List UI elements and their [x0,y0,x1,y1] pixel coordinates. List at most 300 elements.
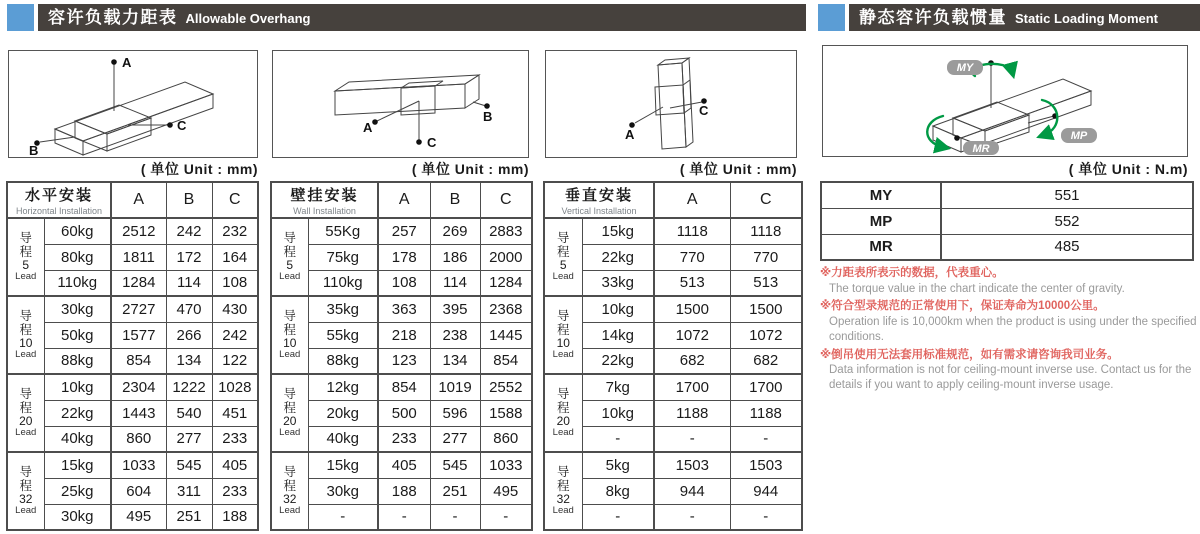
column-header: A [111,182,166,218]
value-cell: 2304 [111,374,166,400]
installation-title-cell [7,182,111,218]
value-cell: 854 [111,348,166,374]
point-c-line [670,102,702,108]
value-cell: 1700 [730,374,802,400]
value-cell: 596 [430,400,480,426]
value-cell: 2368 [480,296,532,322]
load-cell: 14kg [582,322,654,348]
column-header: A [654,182,730,218]
table-row [544,296,802,322]
load-cell: 22kg [44,400,111,426]
table-row [7,322,258,348]
lead-en: Lead [279,271,301,283]
lead-en: Lead [552,349,574,361]
mr-rotation-arrow [927,116,943,147]
value-cell: 233 [378,426,430,452]
point-a-label: A [122,55,132,70]
note-zh: ※符合型录规范的正常使用下，保证寿命为10000公里。 [820,300,1105,313]
load-cell: 33kg [582,270,654,296]
value-cell: 277 [430,426,480,452]
moment-value-cell: 485 [941,234,1193,260]
load-cell: 20kg [308,400,378,426]
value-cell: 108 [378,270,430,296]
lead-zh-char: 导 [283,464,296,479]
value-cell: 770 [654,244,730,270]
load-cell: - [582,426,654,452]
lead-number: 32 [556,491,570,506]
value-cell: 682 [654,348,730,374]
wall-installation-table-host [270,181,531,531]
value-cell: 944 [654,478,730,504]
load-cell: 40kg [308,426,378,452]
mr-axis-dot [954,135,960,141]
load-cell: 30kg [308,478,378,504]
load-cell: 35kg [308,296,378,322]
lead-cell [7,374,44,452]
lead-number: 10 [556,335,570,350]
lead-zh-char: 程 [19,244,32,259]
value-cell: 540 [166,400,212,426]
value-cell: 1033 [111,452,166,478]
unit-label-moment: ( 单位 Unit : N.m) [1068,161,1188,177]
lead-cell [7,296,44,374]
value-cell: 218 [378,322,430,348]
lead-cell [271,218,308,296]
lead-zh-char: 程 [556,322,570,337]
lead-zh-char: 程 [19,322,32,337]
lead-number: 5 [286,257,294,272]
column-header: B [430,182,480,218]
point-a-dot [372,119,378,125]
table-row [7,218,258,244]
lead-number: 20 [283,413,297,428]
value-cell: 1188 [654,400,730,426]
static-moment-diagram [822,45,1188,157]
value-cell: 1222 [166,374,212,400]
table-row [544,452,802,478]
value-cell: 1072 [730,322,802,348]
load-cell: 30kg [44,296,111,322]
load-cell: 5kg [582,452,654,478]
load-cell: 8kg [582,478,654,504]
table-row [7,244,258,270]
value-cell: 1700 [654,374,730,400]
lead-zh-char: 导 [283,308,296,323]
lead-zh-char: 导 [19,386,32,401]
value-cell: 1188 [730,400,802,426]
value-cell: 682 [730,348,802,374]
static-table-row [821,182,1193,208]
right-header-title-en: Static Loading Moment [1015,11,1158,26]
load-cell: 75kg [308,244,378,270]
lead-zh-char: 程 [283,244,296,259]
value-cell: 860 [480,426,532,452]
wall-actuator-drawing [273,51,528,157]
horizontal-installation-table-host [6,181,257,531]
table-row [271,322,532,348]
lead-zh-char: 程 [556,244,570,259]
load-cell: 40kg [44,426,111,452]
load-cell: 10kg [582,400,654,426]
lead-cell [544,452,582,530]
point-c-label: C [177,118,187,133]
load-cell: - [308,504,378,530]
table-row [544,374,802,400]
column-header: C [212,182,258,218]
static-moment-table [820,181,1194,261]
lead-zh-char: 导 [556,230,570,245]
slider-outline [953,102,1029,147]
installation-title-zh: 壁挂安装 [290,187,359,204]
table-row [7,452,258,478]
installation-title-en: Horizontal Installation [15,206,103,216]
value-cell: 134 [166,348,212,374]
value-cell: 172 [166,244,212,270]
value-cell: 242 [212,322,258,348]
value-cell: 114 [166,270,212,296]
load-cell: 15kg [308,452,378,478]
load-cell: 50kg [44,322,111,348]
value-cell: 108 [212,270,258,296]
point-b-dot [484,103,490,109]
rail-outline [335,75,479,115]
lead-cell [7,452,44,530]
load-cell: 110kg [44,270,111,296]
table-header-row [271,182,532,218]
my-badge-label: MY [956,62,974,74]
lead-en: Lead [15,349,37,361]
value-cell: 495 [480,478,532,504]
note-zh: ※倒吊使用无法套用标准规范，如有需求请咨询我司业务。 [820,348,1119,361]
value-cell: 232 [212,218,258,244]
point-b-line [473,102,486,106]
value-cell: 2512 [111,218,166,244]
unit-label-wall: ( 单位 Unit : mm) [411,161,529,177]
moment-label-cell: MP [821,208,941,234]
lead-number: 20 [556,413,570,428]
lead-zh-char: 导 [19,464,32,479]
value-cell: 495 [111,504,166,530]
left-section-header [38,4,806,31]
lead-en: Lead [279,505,301,517]
lead-number: 32 [283,491,297,506]
value-cell: 164 [212,244,258,270]
table-row [271,452,532,478]
value-cell: 134 [430,348,480,374]
moment-actuator-drawing [823,46,1187,156]
table-row [544,270,802,296]
lead-number: 32 [19,491,33,506]
point-c-dot [167,122,173,128]
lead-zh-char: 程 [19,478,32,493]
overhang-table [270,181,533,531]
load-cell: 30kg [44,504,111,530]
left-header-title-zh: 容许负载力距表 [48,8,178,27]
lead-zh-char: 程 [19,400,32,415]
value-cell: - [480,504,532,530]
lead-number: 10 [19,335,33,350]
left-header-accent-square [7,4,34,31]
value-cell: - [730,504,802,530]
table-row [271,270,532,296]
value-cell: 854 [480,348,532,374]
lead-zh-char: 程 [556,400,570,415]
notes-block [820,263,1198,393]
value-cell: 545 [430,452,480,478]
load-cell: 15kg [582,218,654,244]
table-row [271,478,532,504]
table-row [7,348,258,374]
note-zh: ※力距表所表示的数据，代表重心。 [820,267,1004,279]
table-row [544,322,802,348]
value-cell: 854 [378,374,430,400]
lead-zh-char: 导 [19,308,32,323]
left-header-title-en: Allowable Overhang [185,11,311,26]
load-cell: 22kg [582,244,654,270]
lead-en: Lead [279,349,301,361]
value-cell: 114 [430,270,480,296]
load-cell: 10kg [44,374,111,400]
lead-zh-char: 导 [283,386,296,401]
value-cell: 405 [378,452,430,478]
right-header-title-zh: 静态容许负载惯量 [859,8,1007,27]
value-cell: 188 [212,504,258,530]
value-cell: 277 [166,426,212,452]
table-row [271,348,532,374]
value-cell: 1503 [654,452,730,478]
table-row [544,218,802,244]
load-cell: 7kg [582,374,654,400]
value-cell: 122 [212,348,258,374]
point-c-label: C [427,135,437,150]
overhang-table [543,181,803,531]
horizontal-actuator-drawing [9,51,257,157]
lead-number: 5 [22,257,30,272]
value-cell: 430 [212,296,258,322]
point-c-label: C [699,103,709,118]
lead-zh-char: 导 [556,386,570,401]
table-row [544,244,802,270]
column-header: C [480,182,532,218]
value-cell: 1019 [430,374,480,400]
lead-zh-char: 导 [556,464,570,479]
moment-value-cell: 552 [941,208,1193,234]
value-cell: 186 [430,244,480,270]
lead-number: 20 [19,413,33,428]
table-row [271,400,532,426]
lead-number: 10 [283,335,297,350]
value-cell: 2883 [480,218,532,244]
table-row [7,296,258,322]
value-cell: 1588 [480,400,532,426]
load-cell: - [582,504,654,530]
value-cell: 513 [654,270,730,296]
right-header-accent-square [818,4,845,31]
value-cell: 1284 [111,270,166,296]
table-row [271,374,532,400]
wall-installation-diagram [272,50,529,158]
value-cell: 1033 [480,452,532,478]
value-cell: 311 [166,478,212,504]
lead-zh-char: 导 [556,308,570,323]
value-cell: - [730,426,802,452]
column-outline [658,58,693,149]
table-row [544,478,802,504]
value-cell: 451 [212,400,258,426]
point-a-label: A [363,120,373,135]
moment-value-cell: 551 [941,182,1193,208]
column-header: B [166,182,212,218]
lead-en: Lead [552,505,574,517]
value-cell: 233 [212,478,258,504]
value-cell: - [430,504,480,530]
lead-cell [271,452,308,530]
value-cell: 2000 [480,244,532,270]
load-cell: 88kg [308,348,378,374]
value-cell: 1811 [111,244,166,270]
installation-title-zh: 水平安装 [25,187,94,204]
installation-title-cell [271,182,378,218]
load-cell: 110kg [308,270,378,296]
value-cell: 363 [378,296,430,322]
lead-cell [271,374,308,452]
lead-en: Lead [15,505,37,517]
note-en: Operation life is 10,000km when the product is using under the specified conditions. [829,316,1197,343]
table-header-row [7,182,258,218]
table-row [7,478,258,504]
value-cell: 269 [430,218,480,244]
rail-outline [55,82,213,155]
installation-title-en: Vertical Installation [561,206,637,216]
lead-cell [544,374,582,452]
value-cell: - [378,504,430,530]
table-header-row [544,182,802,218]
point-c-dot [416,139,422,145]
right-section-header [849,4,1200,31]
value-cell: 545 [166,452,212,478]
lead-cell [7,218,44,296]
load-cell: 55Kg [308,218,378,244]
point-a-label: A [625,127,635,142]
lead-zh-char: 程 [283,478,296,493]
lead-zh-char: 导 [283,230,296,245]
load-cell: 15kg [44,452,111,478]
mr-badge-label: MR [972,143,990,155]
value-cell: 238 [430,322,480,348]
value-cell: 470 [166,296,212,322]
point-b-line [40,137,75,142]
table-row [7,400,258,426]
static-table-row [821,234,1193,260]
table-row [271,244,532,270]
value-cell: 2727 [111,296,166,322]
value-cell: 944 [730,478,802,504]
column-header: C [730,182,802,218]
column-header: A [378,182,430,218]
value-cell: 1118 [730,218,802,244]
point-b-label: B [29,143,39,157]
value-cell: 188 [378,478,430,504]
unit-label-horizontal: ( 单位 Unit : mm) [140,161,258,177]
lead-cell [271,296,308,374]
lead-en: Lead [552,427,574,439]
value-cell: 1443 [111,400,166,426]
value-cell: 604 [111,478,166,504]
moment-label-cell: MR [821,234,941,260]
value-cell: 251 [166,504,212,530]
value-cell: 395 [430,296,480,322]
value-cell: 1503 [730,452,802,478]
value-cell: 242 [166,218,212,244]
value-cell: 1500 [654,296,730,322]
load-cell: 12kg [308,374,378,400]
overhang-table [6,181,259,531]
vertical-installation-table-host [543,181,801,531]
value-cell: 1118 [654,218,730,244]
value-cell: 1072 [654,322,730,348]
static-table-row [821,208,1193,234]
note-en: Data information is not for ceiling-mount inverse use. Contact us for the details if you want to apply ceiling-mount inverse usage. [829,364,1192,391]
installation-title-cell [544,182,654,218]
value-cell: 123 [378,348,430,374]
mp-badge-label: MP [1070,130,1088,142]
point-a-dot [111,59,117,65]
table-row [271,426,532,452]
value-cell: 233 [212,426,258,452]
table-row [7,426,258,452]
installation-title-zh: 垂直安装 [565,187,634,204]
value-cell: 405 [212,452,258,478]
lead-zh-char: 程 [283,400,296,415]
value-cell: 257 [378,218,430,244]
lead-cell [544,218,582,296]
value-cell: 1577 [111,322,166,348]
value-cell: 251 [430,478,480,504]
value-cell: 1500 [730,296,802,322]
note-en: The torque value in the chart indicate the center of gravity. [829,282,1125,295]
lead-number: 5 [559,257,567,272]
installation-title-en: Wall Installation [293,206,356,216]
value-cell: 1284 [480,270,532,296]
value-cell: - [654,504,730,530]
value-cell: 266 [166,322,212,348]
value-cell: 513 [730,270,802,296]
lead-en: Lead [15,271,37,283]
value-cell: 770 [730,244,802,270]
value-cell: 2552 [480,374,532,400]
value-cell: 860 [111,426,166,452]
vertical-actuator-drawing [546,51,796,157]
load-cell: 25kg [44,478,111,504]
lead-zh-char: 程 [283,322,296,337]
vertical-installation-diagram [545,50,797,158]
table-row [544,504,802,530]
point-b-label: B [483,109,493,124]
load-cell: 22kg [582,348,654,374]
lead-en: Lead [552,271,574,283]
lead-en: Lead [279,427,301,439]
table-row [271,218,532,244]
load-cell: 80kg [44,244,111,270]
lead-zh-char: 导 [19,230,32,245]
table-row [544,348,802,374]
horizontal-installation-diagram [8,50,258,158]
load-cell: 88kg [44,348,111,374]
table-row [7,270,258,296]
table-row [271,296,532,322]
lead-zh-char: 程 [556,478,570,493]
table-row [544,426,802,452]
